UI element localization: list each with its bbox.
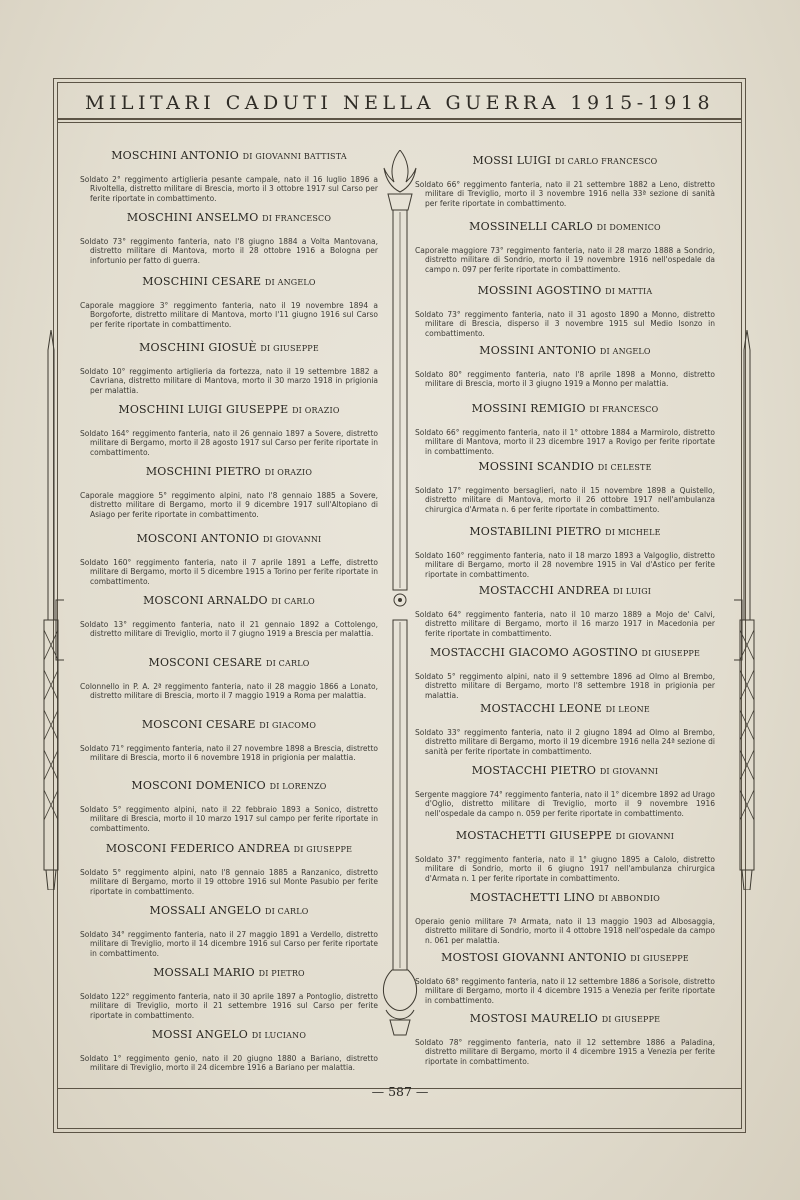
service-record: Soldato 66° reggimento fanteria, nato il 21 settembre 1882 a Leno, distretto militare di Treviglio, morto il 3 novembre 1916 nella 33ª sezione di sanità per ferite riportate in combattimento. — [415, 180, 715, 208]
soldier-surname: MOSSINELLI CARLO — [469, 220, 593, 233]
soldier-name — [415, 154, 715, 167]
service-record: Soldato 71° reggimento fanteria, nato il 27 novembre 1898 a Brescia, distretto militare di Brescia, morto il 6 novembre 1918 in prigionia per malattia. — [80, 744, 378, 763]
soldier-surname: MOSTACCHI GIACOMO AGOSTINO — [429, 646, 638, 659]
soldier-surname: MOSSI ANGELO — [151, 1028, 249, 1041]
soldier-name — [80, 532, 378, 545]
service-record: Soldato 2° reggimento artiglieria pesante campale, nato il 16 luglio 1896 a Rivoltella, distretto militare di Brescia, morto il 3 ottobre 1917 sul Carso per ferite riportate in combattimento. — [80, 175, 378, 203]
soldier-surname: MOSSINI AGOSTINO — [477, 284, 602, 297]
service-record: Soldato 37° reggimento fanteria, nato il 1° giugno 1895 a Calolo, distretto militare di Sondrio, morto il 6 giugno 1917 nell'ambulanza chirurgica d'Armata n. 1 per ferite riportate in combattimento. — [415, 855, 715, 883]
service-record: Soldato 1° reggimento genio, nato il 20 giugno 1880 a Bariano, distretto militare di Treviglio, morto il 24 dicembre 1916 a Bariano per malattia. — [80, 1054, 378, 1073]
soldier-parent: DI ORAZIO — [264, 468, 313, 477]
soldier-parent: DI CARLO — [264, 907, 309, 916]
soldier-parent: DI CELESTE — [597, 463, 652, 472]
soldier-name — [80, 1028, 378, 1041]
service-record: Colonnello in P. A. 2ª reggimento fanteria, nato il 28 maggio 1866 a Lonato, distretto militare di Brescia, morto il 7 maggio 1919 a Roma per malattia. — [80, 682, 378, 701]
soldier-parent: DI DOMENICO — [596, 223, 661, 232]
memorial-entry — [80, 403, 378, 457]
memorial-entry — [80, 842, 378, 896]
soldier-surname: MOSCHINI LUIGI GIUSEPPE — [118, 403, 289, 416]
soldier-name — [415, 891, 715, 904]
service-record: Soldato 66° reggimento fanteria, nato il 1° ottobre 1884 a Marmirolo, distretto militare di Mantova, morto il 23 dicembre 1917 a Rovigo per ferite riportate in combattimento. — [415, 428, 715, 456]
soldier-name — [80, 594, 378, 607]
soldier-surname: MOSCONI ANTONIO — [136, 532, 260, 545]
soldier-name — [80, 904, 378, 917]
memorial-entry — [80, 465, 378, 519]
soldier-parent: DI GIOVANNI — [262, 535, 322, 544]
service-record: Soldato 13° reggimento fanteria, nato il 21 gennaio 1892 a Cottolengo, distretto militare di Treviglio, morto il 7 giugno 1919 a Brescia per malattia. — [80, 620, 378, 639]
title-divider-thin — [57, 122, 742, 123]
soldier-name — [80, 211, 378, 224]
soldier-surname: MOSTACHETTI LINO — [469, 891, 595, 904]
title-divider — [57, 118, 742, 120]
soldier-surname: MOSTACHETTI GIUSEPPE — [455, 829, 612, 842]
service-record: Operaio genio militare 7ª Armata, nato il 13 maggio 1903 ad Albosaggia, distretto militare di Sondrio, morto il 4 ottobre 1918 nell'ospedale da campo n. 061 per malattia. — [415, 917, 715, 945]
memorial-entry — [415, 764, 715, 818]
soldier-surname: MOSSINI SCANDIO — [478, 460, 595, 473]
service-record: Soldato 164° reggimento fanteria, nato il 26 gennaio 1897 a Sovere, distretto militare di Bergamo, morto il 28 agosto 1917 sul Carso per ferite riportate in combattimento. — [80, 429, 378, 457]
soldier-surname: MOSSINI ANTONIO — [479, 344, 597, 357]
memorial-entry — [415, 284, 715, 338]
soldier-surname: MOSTACCHI PIETRO — [471, 764, 597, 777]
soldier-parent: DI LORENZO — [269, 782, 327, 791]
soldier-surname: MOSCHINI ANTONIO — [111, 149, 239, 162]
soldier-name — [80, 966, 378, 979]
soldier-name — [80, 842, 378, 855]
memorial-entry — [415, 829, 715, 883]
soldier-surname: MOSCONI CESARE — [141, 718, 256, 731]
memorial-entry — [80, 966, 378, 1020]
soldier-surname: MOSSI LUIGI — [472, 154, 552, 167]
soldier-parent: DI MICHELE — [605, 528, 661, 537]
page-number: — 587 — — [371, 1084, 429, 1099]
soldier-surname: MOSCONI FEDERICO ANDREA — [105, 842, 290, 855]
memorial-entry — [415, 951, 715, 1005]
left-rifle-ornament-icon — [38, 330, 64, 890]
soldier-name — [415, 829, 715, 842]
soldier-surname: MOSTACCHI LEONE — [480, 702, 602, 715]
soldier-parent: DI GIACOMO — [259, 721, 317, 730]
soldier-surname: MOSCONI CESARE — [148, 656, 263, 669]
soldier-name — [415, 525, 715, 538]
memorial-entry — [80, 656, 378, 701]
service-record: Soldato 78° reggimento fanteria, nato il 12 settembre 1886 a Paladina, distretto militare di Bergamo, morto il 4 dicembre 1915 a Venezia per ferite riportate in combattimento. — [415, 1038, 715, 1066]
soldier-name — [80, 718, 378, 731]
soldier-surname: MOSCHINI GIOSUÈ — [139, 341, 257, 354]
soldier-name — [80, 465, 378, 478]
soldier-parent: DI ORAZIO — [292, 406, 340, 415]
memorial-entry — [415, 1012, 715, 1066]
service-record: Soldato 160° reggimento fanteria, nato il 7 aprile 1891 a Leffe, distretto militare di Bergamo, morto il 5 dicembre 1915 a Torino per ferite riportate in combattimento. — [80, 558, 378, 586]
soldier-surname: MOSSINI REMIGIO — [471, 402, 586, 415]
soldier-parent: DI GIUSEPPE — [601, 1015, 661, 1024]
soldier-surname: MOSTACCHI ANDREA — [478, 584, 610, 597]
soldier-parent: DI LUCIANO — [251, 1031, 307, 1040]
soldier-name — [415, 344, 715, 357]
memorial-entry — [80, 532, 378, 586]
memorial-entry — [80, 718, 378, 763]
page-title: MILITARI CADUTI NELLA GUERRA 1915-1918 — [84, 92, 715, 114]
soldier-name — [415, 951, 715, 964]
service-record: Soldato 10° reggimento artiglieria da fortezza, nato il 19 settembre 1882 a Cavriana, distretto militare di Mantova, morto il 30 marzo 1918 in prigionia per malattia. — [80, 367, 378, 395]
soldier-surname: MOSCONI ARNALDO — [143, 594, 268, 607]
soldier-name — [415, 1012, 715, 1025]
memorial-entry — [415, 584, 715, 638]
service-record: Sergente maggiore 74° reggimento fanteria, nato il 1° dicembre 1892 ad Urago d'Oglio, distretto militare di Treviglio, morto il 9 novembre 1916 nell'ospedale da campo n. 059 per ferite riportate in combattimento. — [415, 790, 715, 818]
service-record: Soldato 33° reggimento fanteria, nato il 2 giugno 1894 ad Olmo al Brembo, distretto militare di Bergamo, morto il 19 dicembre 1916 nella 24ª sezione di sanità per ferite riportate in combattimento. — [415, 728, 715, 756]
soldier-parent: DI ANGELO — [599, 347, 651, 356]
memorial-entry — [415, 154, 715, 208]
service-record: Caporale maggiore 73° reggimento fanteria, nato il 28 marzo 1888 a Sondrio, distretto militare di Sondrio, morto il 19 novembre 1916 nell'ospedale da campo n. 097 per ferite riportate in combattimento. — [415, 246, 715, 274]
soldier-name — [415, 702, 715, 715]
soldier-parent: DI CARLO FRANCESCO — [554, 157, 658, 166]
soldier-name — [415, 646, 715, 659]
service-record: Soldato 64° reggimento fanteria, nato il 10 marzo 1889 a Mojo de' Calvi, distretto militare di Bergamo, morto il 16 marzo 1917 in Macedonia per ferite riportate in combattimento. — [415, 610, 715, 638]
soldier-parent: DI CARLO — [265, 659, 310, 668]
soldier-parent: DI GIOVANNI BATTISTA — [242, 152, 347, 161]
memorial-entry — [415, 646, 715, 700]
service-record: Soldato 68° reggimento fanteria, nato il 12 settembre 1886 a Sorisole, distretto militare di Bergamo, morto il 4 dicembre 1915 a Venezia per ferite riportate in combattimento. — [415, 977, 715, 1005]
soldier-surname: MOSSALI MARIO — [153, 966, 255, 979]
soldier-name — [415, 764, 715, 777]
memorial-entry — [415, 702, 715, 756]
soldier-surname: MOSTOSI GIOVANNI ANTONIO — [441, 951, 627, 964]
service-record: Soldato 5° reggimento alpini, nato l'8 gennaio 1885 a Ranzanico, distretto militare di Bergamo, morto il 19 ottobre 1916 sul Monte Pasubio per ferite riportate in combattimento. — [80, 868, 378, 896]
memorial-entry — [80, 211, 378, 265]
soldier-surname: MOSTABILINI PIETRO — [469, 525, 602, 538]
soldier-name — [80, 149, 378, 162]
service-record: Soldato 17° reggimento bersaglieri, nato il 15 novembre 1898 a Quistello, distretto militare di Mantova, morto il 26 ottobre 1917 nell'ambulanza chirurgica d'Armata n. 6 per ferite riportate in combattimento. — [415, 486, 715, 514]
memorial-entry — [415, 891, 715, 945]
soldier-parent: DI CARLO — [271, 597, 315, 606]
service-record: Soldato 5° reggimento alpini, nato il 22 febbraio 1893 a Sonico, distretto militare di Brescia, morto il 10 marzo 1917 sul campo per ferite riportate in combattimento. — [80, 805, 378, 833]
soldier-name — [415, 220, 715, 233]
service-record: Soldato 160° reggimento fanteria, nato il 18 marzo 1893 a Valgoglio, distretto militare di Bergamo, morto il 28 novembre 1915 in Val d'Astico per ferite riportate in combattimento. — [415, 551, 715, 579]
soldier-name — [80, 341, 378, 354]
soldier-name — [415, 460, 715, 473]
soldier-parent: DI MATTIA — [605, 287, 653, 296]
soldier-surname: MOSCHINI ANSELMO — [126, 211, 259, 224]
memorial-entry — [415, 402, 715, 456]
soldier-parent: DI GIOVANNI — [599, 767, 659, 776]
service-record: Soldato 73° reggimento fanteria, nato il 31 agosto 1890 a Monno, distretto militare di Brescia, disperso il 3 novembre 1915 sul Medio Isonzo in combattimento. — [415, 310, 715, 338]
soldier-name — [80, 779, 378, 792]
memorial-entry — [80, 341, 378, 395]
soldier-name — [80, 403, 378, 416]
soldier-parent: DI PIETRO — [258, 969, 305, 978]
soldier-parent: DI ANGELO — [264, 278, 316, 287]
memorial-entry — [415, 220, 715, 274]
soldier-surname: MOSCHINI CESARE — [142, 275, 262, 288]
service-record: Soldato 34° reggimento fanteria, nato il 27 maggio 1891 a Verdello, distretto militare di Treviglio, morto il 14 dicembre 1916 sul Carso per ferite riportate in combattimento. — [80, 930, 378, 958]
memorial-entry — [80, 594, 378, 639]
soldier-name — [415, 584, 715, 597]
soldier-surname: MOSSALI ANGELO — [149, 904, 262, 917]
memorial-entry — [80, 904, 378, 958]
service-record: Soldato 73° reggimento fanteria, nato l'8 giugno 1884 a Volta Mantovana, distretto militare di Mantova, morto il 28 ottobre 1916 a Bologna per infortunio per fatto di guerra. — [80, 237, 378, 265]
service-record: Soldato 80° reggimento fanteria, nato l'8 aprile 1898 a Monno, distretto militare di Brescia, morto il 3 giugno 1919 a Monno per malattia. — [415, 370, 715, 389]
service-record: Soldato 122° reggimento fanteria, nato il 30 aprile 1897 a Pontoglio, distretto militare di Treviglio, morto il 21 settembre 1916 sul Carso per ferite riportate in combattimento. — [80, 992, 378, 1020]
memorial-entry — [415, 460, 715, 514]
soldier-surname: MOSCHINI PIETRO — [145, 465, 261, 478]
service-record: Soldato 5° reggimento alpini, nato il 9 settembre 1896 ad Olmo al Brembo, distretto militare di Bergamo, morto l'8 settembre 1918 in prigionia per malattia. — [415, 672, 715, 700]
soldier-parent: DI FRANCESCO — [589, 405, 659, 414]
memorial-entry — [80, 149, 378, 203]
soldier-surname: MOSTOSI MAURELIO — [469, 1012, 598, 1025]
soldier-parent: DI GIUSEPPE — [641, 649, 701, 658]
service-record: Caporale maggiore 5° reggimento alpini, nato l'8 gennaio 1885 a Sovere, distretto militare di Bergamo, morto il 9 dicembre 1917 sull'Altopiano di Asiago per ferite riportate in combattimento. — [80, 491, 378, 519]
soldier-parent: DI FRANCESCO — [262, 214, 332, 223]
soldier-parent: DI LEONE — [605, 705, 650, 714]
soldier-parent: DI GIUSEPPE — [260, 344, 319, 353]
right-rifle-ornament-icon — [734, 330, 760, 890]
soldier-name — [415, 284, 715, 297]
memorial-entry — [80, 275, 378, 329]
soldier-parent: DI ABBONDIO — [598, 894, 661, 903]
memorial-entry — [415, 344, 715, 389]
service-record: Caporale maggiore 3° reggimento fanteria, nato il 19 novembre 1894 a Borgoforte, distretto militare di Mantova, morto l'11 giugno 1916 sul Carso per ferite riportate in combattimento. — [80, 301, 378, 329]
soldier-name — [80, 656, 378, 669]
soldier-parent: DI GIUSEPPE — [293, 845, 353, 854]
soldier-parent: DI GIOVANNI — [615, 832, 675, 841]
soldier-name — [80, 275, 378, 288]
soldier-parent: DI LUIGI — [613, 587, 652, 596]
soldier-name — [415, 402, 715, 415]
soldier-surname: MOSCONI DOMENICO — [131, 779, 266, 792]
memorial-entry — [415, 525, 715, 579]
soldier-parent: DI GIUSEPPE — [630, 954, 689, 963]
memorial-entry — [80, 779, 378, 833]
memorial-entry — [80, 1028, 378, 1073]
